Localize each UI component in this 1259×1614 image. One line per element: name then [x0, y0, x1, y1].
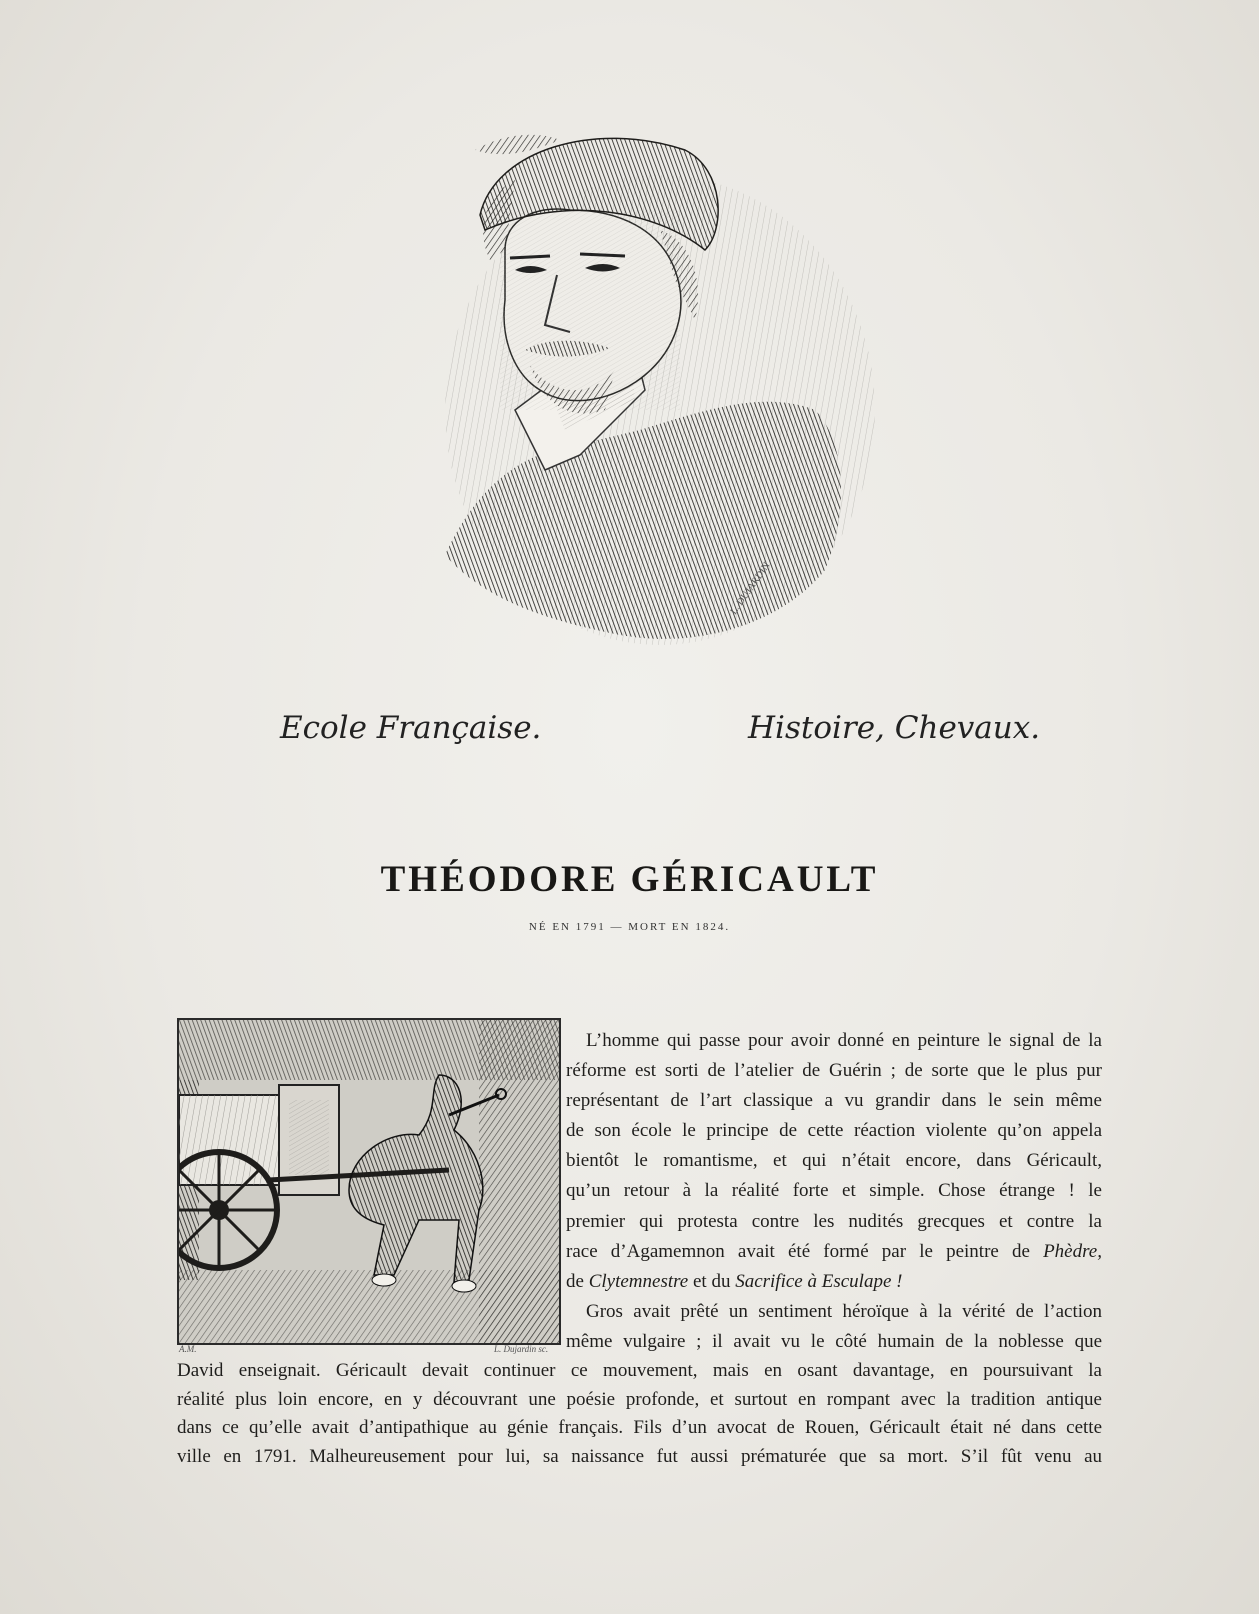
- text-line: réforme est sorti de l’atelier de Guérin ; de sorte que le plus pur: [566, 1060, 1102, 1082]
- vignette-monogram: A.M.: [179, 1344, 197, 1354]
- text-line: dans ce qu’elle avait d’antipathique au génie français. Fils d’un avocat de Rouen, Géricault était né dans cette: [177, 1417, 1102, 1439]
- portrait-illustration: [405, 110, 875, 660]
- text-line: représentant de l’art classique a vu grandir dans le sein même: [566, 1090, 1102, 1112]
- vignette-engraver: L. Dujardin sc.: [494, 1344, 549, 1354]
- main-text: [177, 1357, 1102, 1471]
- text-line-composite: [566, 1237, 1102, 1267]
- horse-cart-vignette: [177, 1018, 561, 1345]
- text-line: même vulgaire ; il avait vu le côté humain de la noblesse que: [566, 1330, 1102, 1352]
- portrait-engraver-signature: L. DUJARDIN: [728, 560, 773, 617]
- school-caption: Ecole Française.: [280, 710, 542, 746]
- text-line: de son école le principe de cette réaction violente qu’on appela: [566, 1120, 1102, 1142]
- work-title-phedre: Phèdre,: [1043, 1240, 1102, 1262]
- text-fragment: et du: [692, 1270, 731, 1292]
- text-line: réalité plus loin encore, en y découvrant une poésie profonde, et surtout en rompant avec la tradition antique: [177, 1388, 1102, 1410]
- text-line: ville en 1791. Malheureusement pour lui, sa naissance fut aussi prématurée que sa mort. S’il fût venu au: [177, 1445, 1102, 1467]
- text-line: Gros avait prêté un sentiment héroïque à la vérité de l’action: [586, 1300, 1102, 1322]
- genre-caption: Histoire, Chevaux.: [748, 710, 1041, 746]
- text-fragment: de: [566, 1270, 584, 1292]
- work-title-clytemnestre: Clytemnestre: [588, 1270, 689, 1292]
- text-line: qu’un retour à la réalité forte et simple. Chose étrange ! le: [566, 1180, 1102, 1202]
- work-title-sacrifice: Sacrifice à Esculape !: [735, 1270, 903, 1292]
- text-line: bientôt le romantisme, et qui n’était encore, dans Géricault,: [566, 1150, 1102, 1172]
- vignette-illustration: [179, 1020, 559, 1343]
- text-line: L’homme qui passe pour avoir donné en peinture le signal de la: [586, 1030, 1102, 1051]
- text-fragment: race d’Agamemnon avait été formé par le peintre de: [566, 1240, 1030, 1262]
- life-dates: NÉ EN 1791 — MORT EN 1824.: [528, 921, 731, 933]
- intro-column: [566, 1026, 1102, 1357]
- text-line: premier qui protesta contre les nudités grecques et contre la: [566, 1210, 1102, 1232]
- portrait-engraving: [405, 110, 875, 660]
- page-title: THÉODORE GÉRICAULT: [380, 859, 879, 900]
- text-line: David enseignait. Géricault devait continuer ce mouvement, mais en osant davantage, en poursuivant la: [177, 1360, 1102, 1381]
- text-line-composite: [566, 1267, 1102, 1297]
